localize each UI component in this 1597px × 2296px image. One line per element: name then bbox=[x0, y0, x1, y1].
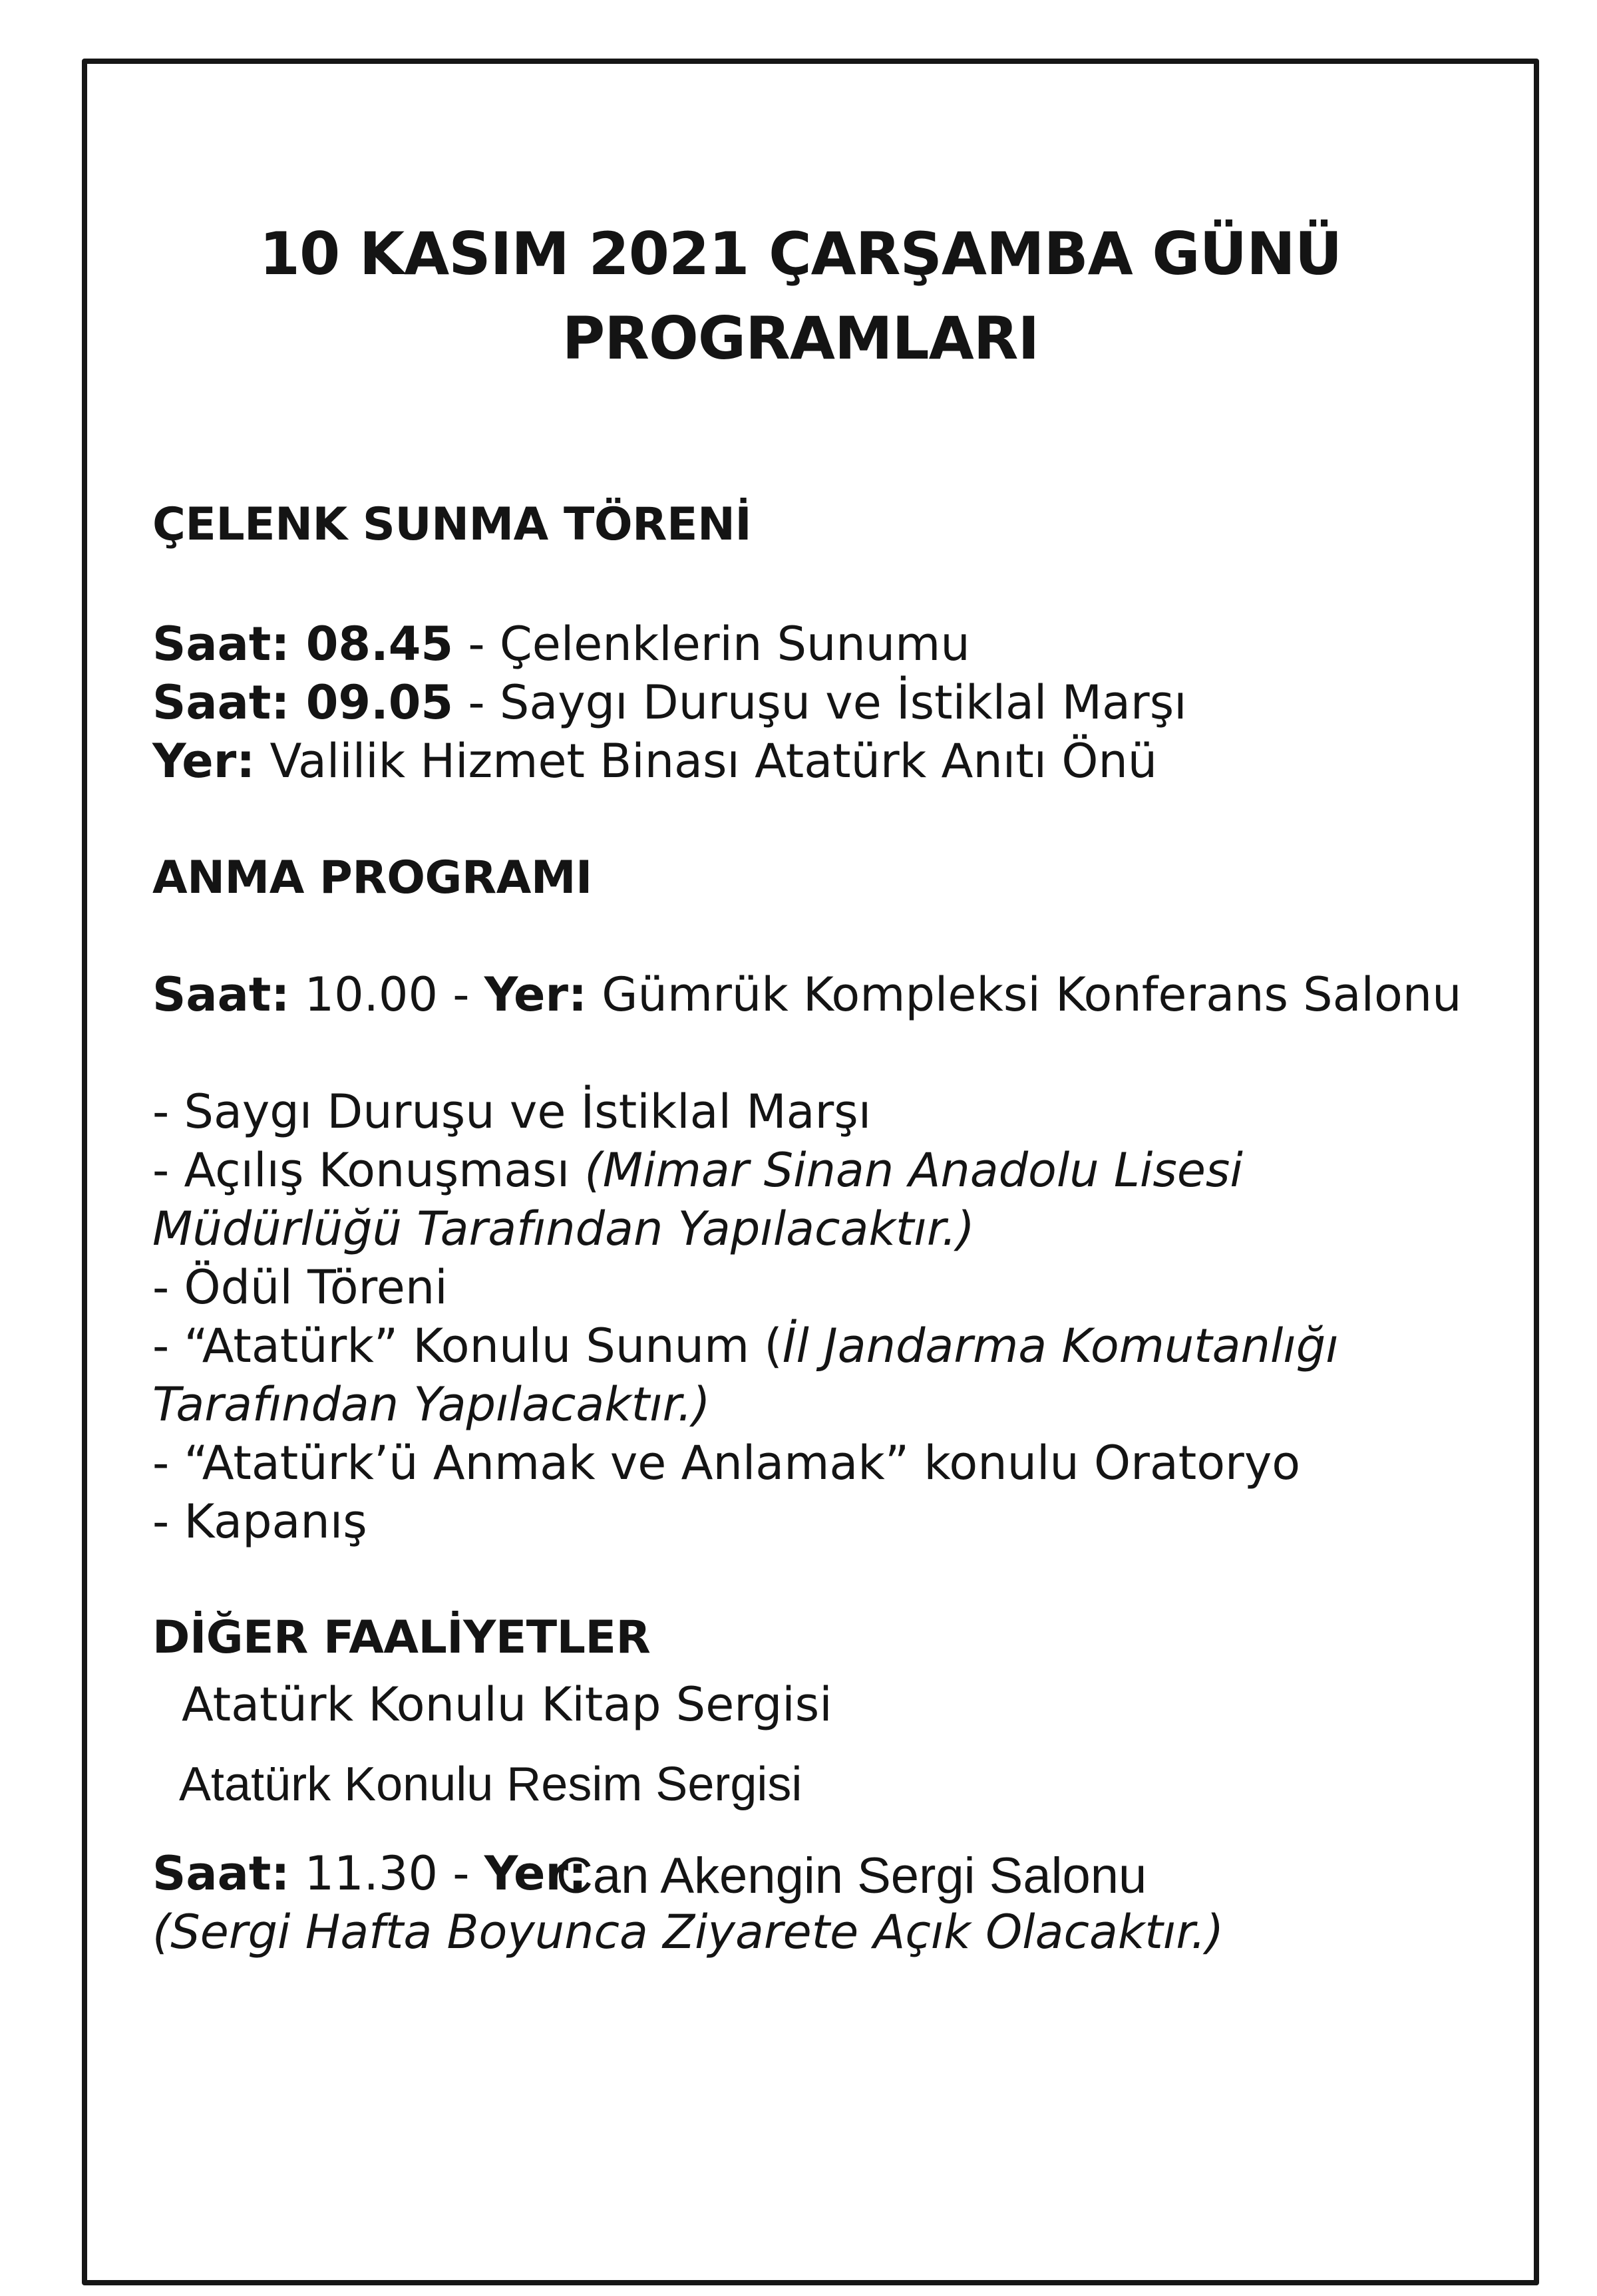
anma-item-2-text: - Açılış Konuşması bbox=[152, 1143, 585, 1198]
diger-item-1: Atatürk Konulu Kitap Sergisi bbox=[182, 1677, 832, 1732]
anma-item-3: - Ödül Töreni bbox=[152, 1260, 448, 1315]
diger-place-value: Can Akengin Sergi Salonu bbox=[556, 1848, 1147, 1904]
anma-item-2 bbox=[152, 1141, 1243, 1200]
diger-time-place bbox=[152, 1844, 587, 1903]
diger-item-2: Atatürk Konulu Resim Sergisi bbox=[179, 1758, 802, 1811]
anma-time-label: Saat: bbox=[152, 967, 290, 1022]
anma-place-value: Gümrük Kompleksi Konferans Salonu bbox=[587, 967, 1462, 1022]
anma-item-1: - Saygı Duruşu ve İstiklal Marşı bbox=[152, 1084, 872, 1139]
anma-item-6: - Kapanış bbox=[152, 1494, 367, 1549]
diger-place-label: Yer: bbox=[484, 1846, 588, 1901]
title-line-1: 10 KASIM 2021 ÇARŞAMBA GÜNÜ bbox=[259, 220, 1342, 288]
anma-item-4-note-a: İl Jandarma Komutanlığı bbox=[782, 1319, 1339, 1373]
anma-item-4-text: - “Atatürk” Konulu Sunum ( bbox=[152, 1319, 783, 1373]
section-heading-anma: ANMA PROGRAMI bbox=[152, 852, 592, 904]
celenk-row-3 bbox=[152, 732, 1157, 790]
anma-item-4 bbox=[152, 1317, 1339, 1375]
celenk-row-1-label: Saat: 08.45 bbox=[152, 617, 454, 671]
section-heading-celenk: ÇELENK SUNMA TÖRENİ bbox=[152, 498, 752, 551]
celenk-row-2-label: Saat: 09.05 bbox=[152, 675, 454, 730]
anma-item-2-note-b: Müdürlüğü Tarafından Yapılacaktır.) bbox=[152, 1202, 975, 1256]
celenk-row-2 bbox=[152, 673, 1187, 732]
anma-item-2-note-a: (Mimar Sinan Anadolu Lisesi bbox=[584, 1143, 1243, 1198]
celenk-row-3-label: Yer: bbox=[152, 734, 256, 788]
diger-note: (Sergi Hafta Boyunca Ziyarete Açık Olacaktır.) bbox=[152, 1905, 1224, 1959]
anma-time-value: 10.00 - bbox=[289, 967, 484, 1022]
anma-place-label: Yer: bbox=[484, 967, 588, 1022]
diger-time-label: Saat: bbox=[152, 1846, 290, 1901]
anma-time-place bbox=[152, 965, 1462, 1024]
celenk-row-3-text: Valilik Hizmet Binası Atatürk Anıtı Önü bbox=[255, 734, 1158, 788]
anma-item-4-note-b: Tarafından Yapılacaktır.) bbox=[152, 1377, 711, 1432]
celenk-row-2-text: - Saygı Duruşu ve İstiklal Marşı bbox=[453, 675, 1187, 730]
page-title bbox=[82, 212, 1519, 381]
celenk-row-1 bbox=[152, 615, 970, 673]
section-heading-diger: DİĞER FAALİYETLER bbox=[152, 1611, 651, 1664]
diger-time-value: 11.30 - bbox=[289, 1846, 484, 1901]
celenk-row-1-text: - Çelenklerin Sunumu bbox=[453, 617, 970, 671]
title-line-2: PROGRAMLARI bbox=[562, 304, 1039, 373]
anma-item-5: - “Atatürk’ü Anmak ve Anlamak” konulu Oratoryo bbox=[152, 1436, 1301, 1490]
